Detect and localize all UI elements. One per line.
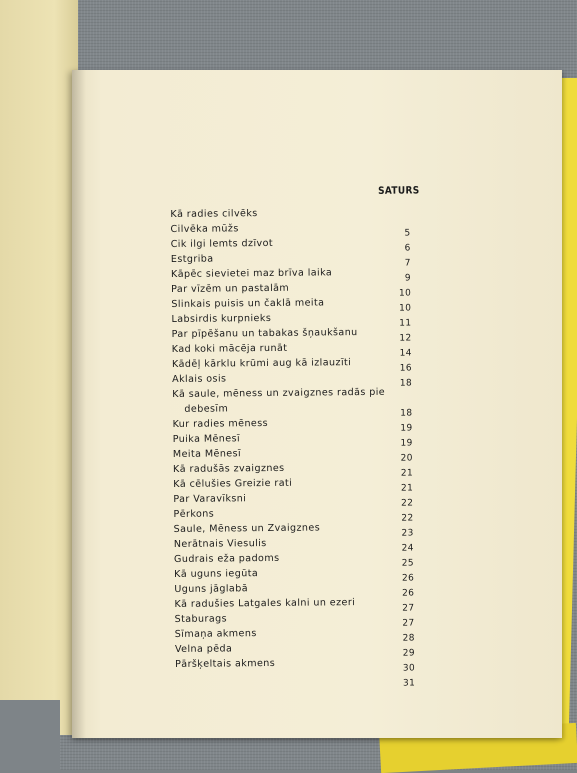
toc-entry-page-number: 30 <box>402 663 416 674</box>
toc-entry-title: Kā radušies Latgales kalni un ezeri <box>174 597 356 610</box>
toc-entry-page-number: 18 <box>399 378 413 389</box>
toc-entry-page-number: 21 <box>400 483 414 494</box>
toc-entry-page-number: 12 <box>399 333 412 344</box>
toc-entry-title: Aklais osis <box>172 373 227 385</box>
toc-entry-title: Uguns jāglabā <box>174 583 249 595</box>
toc-entry-title: Par pīpēšanu un tabakas šņaukšanu <box>171 327 358 340</box>
toc-entry-page-number: 16 <box>399 363 413 374</box>
toc-entry-page-number: 26 <box>401 573 415 584</box>
toc-entry-title: Staburags <box>174 613 228 625</box>
toc-entry-page-number: 7 <box>404 258 411 269</box>
toc-entry-title: Puika Mēnesī <box>172 433 241 445</box>
toc-entry-title: Pērkons <box>173 508 215 520</box>
toc-entry-title: Gudrais eža padoms <box>173 552 280 565</box>
toc-entry-page-number: 10 <box>399 303 412 314</box>
toc-entry <box>172 384 422 417</box>
toc-entry-title: Pāršķeltais akmens <box>175 657 276 670</box>
toc-entry-page-number: 5 <box>404 228 411 239</box>
toc-entry-title: Kādēļ kārklu krūmi aug kā izlauzīti <box>171 357 352 370</box>
toc-entry-title: Estgriba <box>170 253 214 265</box>
page-gutter-shadow <box>72 70 86 738</box>
toc-entry-page-number: 21 <box>400 468 414 479</box>
toc-entry-page-number: 29 <box>402 648 416 659</box>
toc-entry-page-number: 19 <box>400 423 413 434</box>
toc-entry-title: Slinkais puisis un čaklā meita <box>171 297 325 310</box>
toc-entry-page-number: 24 <box>401 543 414 554</box>
toc-entry-page-number: 22 <box>401 513 414 524</box>
toc-entry-title: Kā radušās zvaigznes <box>172 462 285 475</box>
toc-entry-title: Sīmaņa akmens <box>174 628 257 640</box>
fabric-corner <box>0 700 60 770</box>
front-cover-inner <box>0 0 78 735</box>
toc-entry-page-number: 14 <box>399 348 412 359</box>
toc-entry-title: Kā uguns iegūta <box>174 568 259 580</box>
toc-entry-title: Par Varavīksni <box>173 493 247 505</box>
toc-entry-title: Kā cēlušies Greizie rati <box>173 477 293 490</box>
toc-entry-page-number: 19 <box>400 438 413 449</box>
toc-entry-title: Kā radies cilvēks <box>170 208 258 220</box>
toc-entry-page-number: 18 <box>400 408 413 419</box>
toc-title: SATURS <box>378 185 420 197</box>
toc-entry-title: Cilvēka mūžs <box>170 223 239 235</box>
toc-entry-title: Par vīzēm un pastalām <box>171 282 290 295</box>
toc-entry-page-number: 6 <box>404 243 411 254</box>
toc-entry-title: Kāpēc sievietei maz brīva laika <box>170 267 333 280</box>
toc-entry-page-number: 27 <box>402 618 415 629</box>
toc-entry-title: Kā saule, mēness un zvaigznes radās pie <box>172 386 386 400</box>
toc-entry-page-number: 20 <box>400 453 413 464</box>
toc-entry-page-number: 11 <box>399 318 412 329</box>
toc-entry-page-number: 23 <box>401 528 414 539</box>
toc-entry-title-continued: debesīm <box>184 403 229 415</box>
toc-entry <box>175 669 425 687</box>
toc-entry-page-number: 9 <box>404 273 412 284</box>
toc-entry-title: Saule, Mēness un Zvaigznes <box>173 522 321 535</box>
toc-entry-title: Kad koki mācēja runāt <box>171 342 288 355</box>
toc-entry-page-number: 10 <box>398 288 412 299</box>
toc-entry-title: Meita Mēnesī <box>172 448 242 460</box>
toc-list <box>170 204 425 687</box>
toc-entry-page-number: 28 <box>402 633 415 644</box>
toc-entry-page-number: 26 <box>402 588 415 599</box>
toc-entry-page-number: 27 <box>402 603 415 614</box>
toc-entry-title: Kur radies mēness <box>172 417 269 430</box>
toc-entry-page-number: 25 <box>401 558 415 569</box>
toc-entry-title: Nerātnais Viesulis <box>173 538 267 550</box>
toc-entry-title: Velna pēda <box>174 643 233 655</box>
toc-entry-page-number: 31 <box>402 678 416 689</box>
toc-entry-page-number: 22 <box>401 498 414 509</box>
toc-entry-title: Labsirdis kurpnieks <box>171 312 272 325</box>
toc-entry-title: Cik ilgi lemts dzīvot <box>170 237 274 250</box>
